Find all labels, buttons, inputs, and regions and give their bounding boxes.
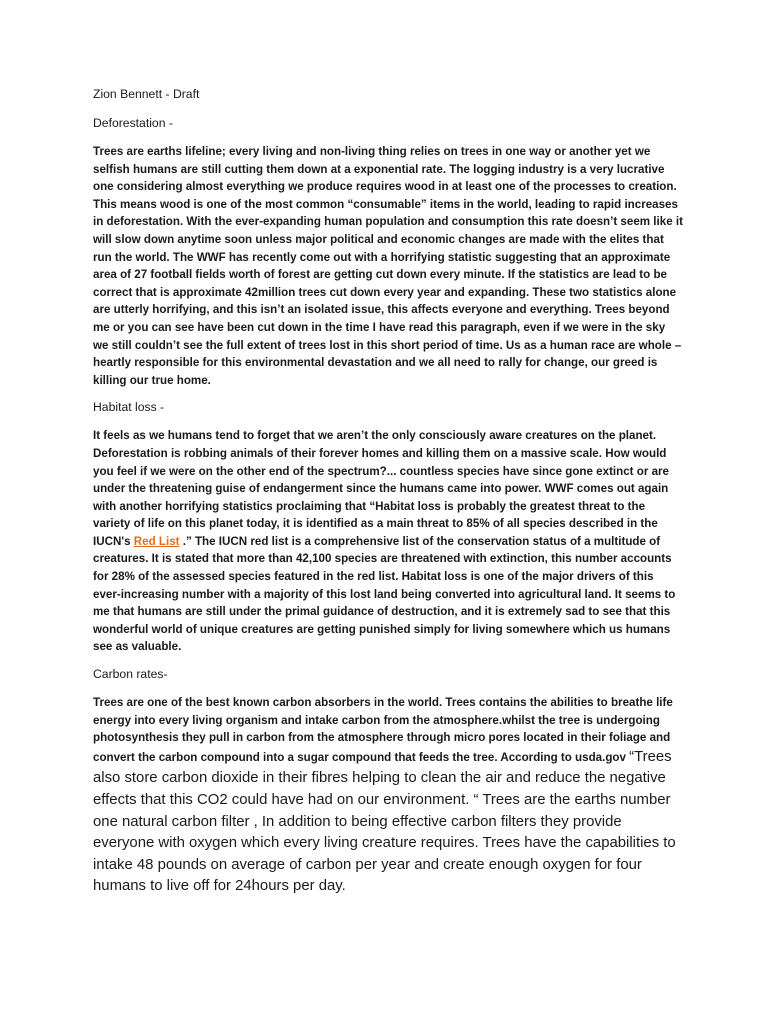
paragraph-habitat-loss: [93, 427, 683, 656]
section-heading-carbon-rates: Carbon rates-: [93, 667, 168, 682]
document-title: Zion Bennett - Draft: [93, 87, 200, 101]
paragraph-habitat-loss-part-2: .” The IUCN red list is a comprehensive list of the conservation status of a multitude of creatures. It is stated that more than 42,100 species are threatened with extinction, this number accounts for 28% of the assessed species featured in the red list. Habitat loss is one of the major drivers of this ever-increasing number with a majority of this lost land being converted into agricultural land. It seems to me that humans are still under the primal guidance of destruction, and it is extremely sad to see that this wonderful world of unique creatures are getting punished simply for living somewhere which us humans see as valuable.: [93, 534, 676, 654]
section-heading-habitat-loss: Habitat loss -: [93, 400, 165, 415]
red-list-link[interactable]: Red List: [133, 534, 180, 548]
paragraph-carbon-rates-quote: “Trees also store carbon dioxide in their fibres helping to clean the air and reduce the negative effects that this CO2 could have had on our environment. “ Trees are the earths number one natural carbon filter , In addition to being effective carbon filters they provide everyone with oxygen which every living creature requires. Trees have the capabilities to intake 48 pounds on average of carbon per year and create enough oxygen for four humans to live off for 24hours per day.: [93, 748, 676, 895]
paragraph-habitat-loss-part-1: It feels as we humans tend to forget that we aren’t the only consciously aware creatures on the planet. Deforestation is robbing animals of their forever homes and killing them on a massive scale. How would you feel if we were on the other end of the spectrum?... countless species have since gone extinct or are under the threatening guise of endangerment since the humans came into power. WWF comes out again with another horrifying statistics proclaiming that “Habitat loss is probably the greatest threat to the variety of life on this planet today, it is identified as a main threat to 85% of all species described in the IUCN's: [93, 429, 669, 548]
paragraph-carbon-rates: [93, 694, 683, 898]
paragraph-carbon-rates-part-1: Trees are one of the best known carbon absorbers in the world. Trees contains the abilities to breathe life energy into every living organism and intake carbon from the atmosphere.whilst the tree is undergoing photosynthesis they pull in carbon from the atmosphere through micro pores located in their foliage and convert the carbon compound into a sugar compound that feeds the tree. According to usda.gov: [93, 696, 673, 764]
section-heading-deforestation: Deforestation -: [93, 116, 173, 130]
document-body: [93, 86, 683, 908]
paragraph-deforestation: Trees are earths lifeline; every living and non-living thing relies on trees in one way or another yet we selfish humans are still cutting them down at a exponential rate. The logging industry is a very lucrative one considering almost everything we produce requires wood in at least one of the processes to creation. This means wood is one of the most common “consumable” items in the world, leading to rapid increases in deforestation. With the ever-expanding human population and consumption this rate doesn’t seem like it will slow down anytime soon unless major political and economic changes are made with the elites that run the world. The WWF has recently come out with a horrifying statistic suggesting that an approximate area of 27 football fields worth of forest are getting cut down every minute. If the statistics are lead to be correct that is approximate 42million trees cut down every year and expanding. These two statistics alone are utterly horrifying, and this isn’t an isolated issue, this affects everyone and everything. Trees beyond me or you can see have been cut down in the time I have read this paragraph, even if we were in the sky we still couldn’t see the full extent of trees lost in this short period of time. Us as a human race are whole – heartly responsible for this environmental devastation and we all need to rally for change, our greed is killing our true home.: [93, 145, 683, 387]
